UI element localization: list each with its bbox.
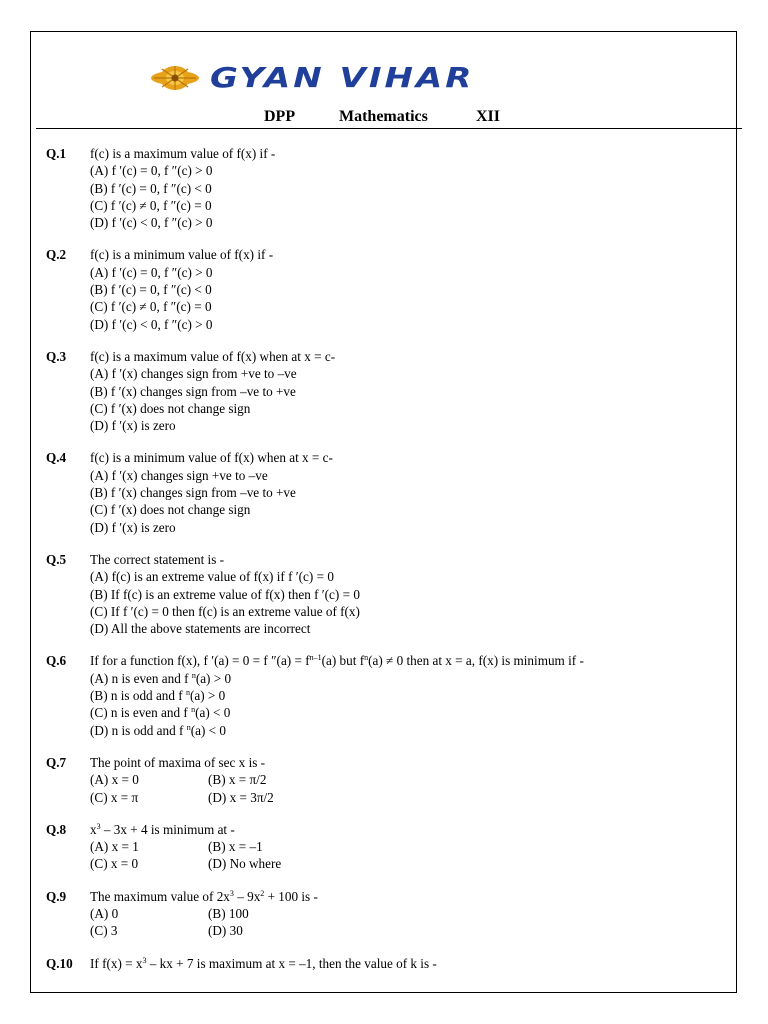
option-c: (C) f ′(c) ≠ 0, f ″(c) = 0 xyxy=(90,299,212,315)
question-number: Q.5 xyxy=(46,551,67,567)
question-number: Q.10 xyxy=(46,955,73,971)
option-b: (B) f ′(c) = 0, f ″(c) < 0 xyxy=(90,282,212,298)
question-list xyxy=(46,145,726,972)
question-2 xyxy=(46,246,726,332)
gyan-vihar-logo xyxy=(150,60,474,96)
option-a: (A) f ′(c) = 0, f ″(c) > 0 xyxy=(90,163,213,179)
question-number: Q.2 xyxy=(46,247,67,263)
option-b: (B) f ′(x) changes sign from –ve to +ve xyxy=(90,383,296,399)
question-stem: $x^3 - 3x + 4$ is minimum at - xyxy=(90,821,235,837)
option-b: (B) x = π/2 xyxy=(208,772,267,788)
subject-label: Mathematics xyxy=(339,108,428,125)
question-3 xyxy=(46,348,726,434)
option-c: (C) x = π xyxy=(90,789,139,805)
question-stem: The correct statement is - xyxy=(90,551,225,567)
question-6 xyxy=(46,652,726,738)
option-d: (D) 30 xyxy=(208,923,243,939)
option-a: (A) f ′(x) changes sign from +ve to –ve xyxy=(90,366,297,382)
question-number: Q.6 xyxy=(46,653,67,669)
option-d: (D) All the above statements are incorrect xyxy=(90,621,311,637)
question-number: Q.4 xyxy=(46,450,67,466)
option-c: (C) f ′(c) ≠ 0, f ″(c) = 0 xyxy=(90,197,212,213)
question-stem: f(c) is a maximum value of f(x) if - xyxy=(90,146,276,161)
option-c: (C) 3 xyxy=(90,923,118,939)
question-number: Q.3 xyxy=(46,348,67,364)
question-10 xyxy=(46,955,726,972)
question-number: Q.9 xyxy=(46,888,67,904)
question-stem: If $f(x) = x^3$ – kx + 7 is maximum at x = –1, then the value of k is - xyxy=(90,955,437,971)
question-stem: f(c) is a maximum value of f(x) when at x = c- xyxy=(90,348,336,364)
question-stem: The point of maxima of sec x is - xyxy=(90,754,266,770)
question-stem: f(c) is a minimum value of f(x) when at x = c- xyxy=(90,450,333,466)
question-stem: f(c) is a minimum value of f(x) if - xyxy=(90,247,274,263)
option-a: (A) x = 1 xyxy=(90,839,139,855)
option-d: (D) x = 3π/2 xyxy=(208,789,274,805)
option-c: (C) n is even and f $^n$(a) < 0 xyxy=(90,705,231,721)
option-c: (C) x = 0 xyxy=(90,856,139,872)
option-a: (A) x = 0 xyxy=(90,772,139,788)
question-stem: The maximum value of $2x^3 - 9x^2 + 100$ is - xyxy=(90,888,318,904)
question-number: Q.7 xyxy=(46,754,67,770)
option-b: (B) f ′(c) = 0, f ″(c) < 0 xyxy=(90,180,212,196)
option-d: (D) No where xyxy=(208,856,282,872)
option-d: (D) n is odd and f $^n$(a) < 0 xyxy=(90,722,226,738)
option-d: (D) f ′(c) < 0, f ″(c) > 0 xyxy=(90,215,213,231)
question-stem: If for a function f(x), f ′(a) = 0 = f $''(a) = f^{n-1}(a)$ but $f^n(a) \ne 0$ then at x = a, f(x) is minimum if - xyxy=(90,653,584,669)
question-8 xyxy=(46,821,726,873)
option-c: (C) If f ′(c) = 0 then f(c) is an extreme value of f(x) xyxy=(90,603,360,619)
option-d: (D) f ′(c) < 0, f ″(c) > 0 xyxy=(90,316,213,332)
question-4 xyxy=(46,449,726,535)
option-a: (A) f(c) is an extreme value of f(x) if f ′(c) = 0 xyxy=(90,569,334,585)
option-c: (C) f ′(x) does not change sign xyxy=(90,502,251,518)
option-d: (D) f ′(x) is zero xyxy=(90,519,176,535)
option-a: (A) 0 xyxy=(90,905,119,921)
question-number: Q.8 xyxy=(46,821,67,837)
option-b: (B) x = –1 xyxy=(208,839,263,855)
option-b: (B) n is odd and f $^n$(a) > 0 xyxy=(90,688,226,704)
option-a: (A) f ′(c) = 0, f ″(c) > 0 xyxy=(90,264,213,280)
option-b: (B) 100 xyxy=(208,905,249,921)
question-7 xyxy=(46,754,726,806)
option-a: (A) n is even and f $^n$(a) > 0 xyxy=(90,670,232,686)
question-5 xyxy=(46,551,726,637)
sun-emblem-icon xyxy=(150,60,200,96)
header-divider xyxy=(36,128,742,129)
class-label: XII xyxy=(476,108,501,125)
question-number: Q.1 xyxy=(46,146,67,161)
option-c: (C) f ′(x) does not change sign xyxy=(90,400,251,416)
question-9 xyxy=(46,888,726,940)
dpp-label: DPP xyxy=(264,108,296,125)
option-d: (D) f ′(x) is zero xyxy=(90,418,176,434)
option-a: (A) f ′(x) changes sign +ve to –ve xyxy=(90,467,268,483)
logo-wordmark: GYAN VIHAR xyxy=(210,61,475,95)
option-b: (B) f ′(x) changes sign from –ve to +ve xyxy=(90,485,296,501)
option-b: (B) If f(c) is an extreme value of f(x) then f ′(c) = 0 xyxy=(90,586,360,602)
question-1 xyxy=(46,145,726,231)
